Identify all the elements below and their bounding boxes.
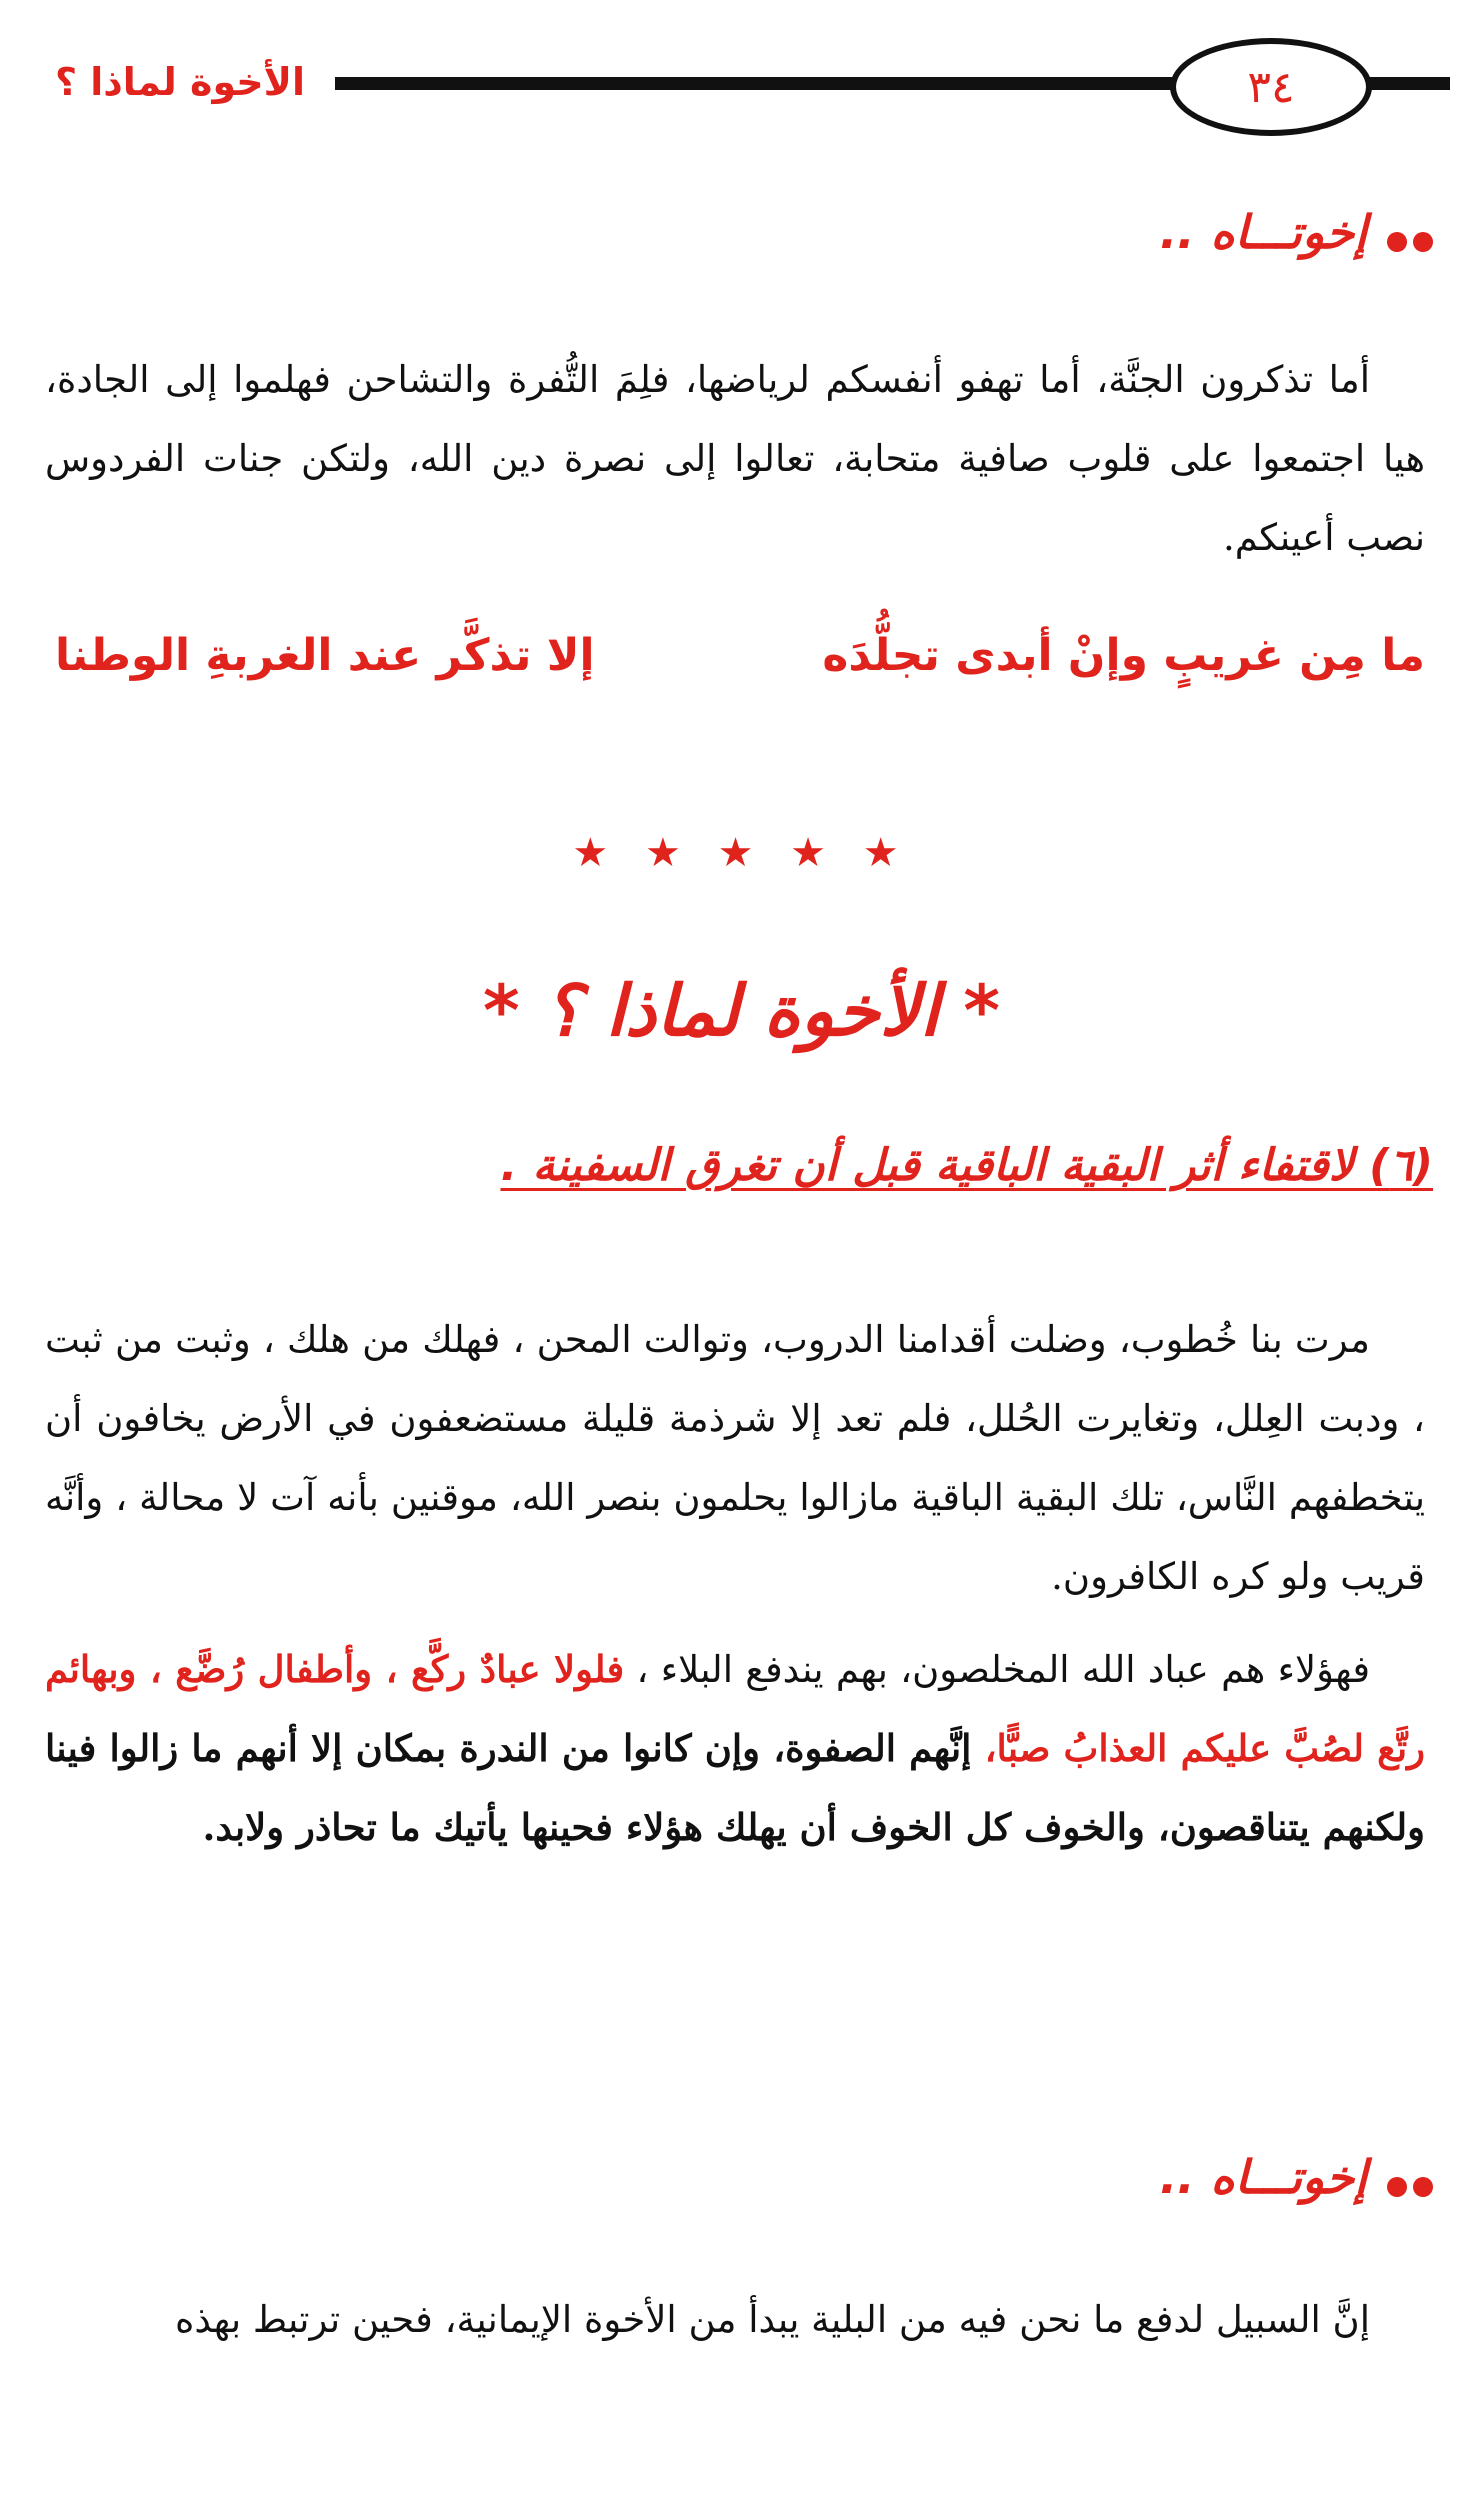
bullet-dots-icon — [1381, 209, 1433, 263]
poem-hemistich-1: ما مِن غريبٍ وإنْ أبدى تجلُّدَه — [822, 630, 1425, 681]
closing-subhead-text: إخوتـــاه .. — [1159, 2150, 1367, 2204]
section-paragraph-2 — [45, 1630, 1425, 1867]
paragraph-2-plain: فهؤلاء هم عباد الله المخلصون، بهم يندفع البلاء ، — [624, 1648, 1370, 1691]
closing-paragraph: إنَّ السبيل لدفع ما نحن فيه من البلية يبدأ من الأخوة الإيمانية، فحين ترتبط بهذه — [174, 2298, 1370, 2341]
chapter-title: * الأخوة لماذا ؟ * — [482, 970, 1001, 1052]
closing-subhead — [1160, 2150, 1433, 2208]
running-header — [30, 30, 1450, 135]
paragraph-2-bold: إنَّهم الصفوة، وإن كانوا من الندرة بمكان إلا أنهم ما زالوا فينا ولكنهم يتناقصون، والخوف كل الخوف أن يهلك هؤلاء فحينها يأتيك ما تحاذر ولابد. — [45, 1726, 1425, 1849]
poem-hemistich-2: إلا تذكَّر عند الغربةِ الوطنا — [55, 630, 595, 681]
paragraph-2-red-highlight: فلولا عبادٌ ركَّع ، وأطفال رُضَّع ، وبهائم رتَّع لصُبَّ عليكم العذابُ صبًّا، — [45, 1647, 1426, 1770]
intro-subhead-text: إخوتـــاه .. — [1159, 205, 1367, 259]
page-number: ٣٤ — [1170, 38, 1372, 136]
intro-paragraph: أما تذكرون الجنَّة، أما تهفو أنفسكم لرياضها، فلِمَ التُّفرة والتشاحن فهلموا إلى الجادة، هيا اجتمعوا على قلوب صافية متحابة، تعالوا إلى نصرة دين الله، ولتكن جنات الفردوس نصب أعينكم. — [45, 358, 1425, 559]
bullet-dots-icon — [1381, 2154, 1433, 2208]
stars-separator: ★ ★ ★ ★ ★ — [572, 830, 911, 876]
section-paragraph-1: مرت بنا خُطوب، وضلت أقدامنا الدروب، وتوالت المحن ، فهلك من هلك ، وثبت من ثبت ، ودبت العِلل، وتغايرت الحُلل، فلم تعد إلا شرذمة قليلة مستضعفون في الأرض يخافون أن يتخطفهم النَّاس، تلك البقية الباقية مازالوا يحلمون بنصر الله، موقنين بأنه آت لا محالة ، وأنَّه قريب ولو كره الكافرون. — [45, 1318, 1426, 1598]
running-title: الأخوة لماذا ؟ — [30, 50, 330, 114]
poem-verse — [55, 630, 1425, 720]
section-heading — [53, 1140, 1433, 1191]
section-heading-text: (٦) لاقتفاء أثر البقية الباقية قبل أن تغرق السفينة . — [500, 1140, 1433, 1191]
intro-subhead — [1160, 205, 1433, 263]
